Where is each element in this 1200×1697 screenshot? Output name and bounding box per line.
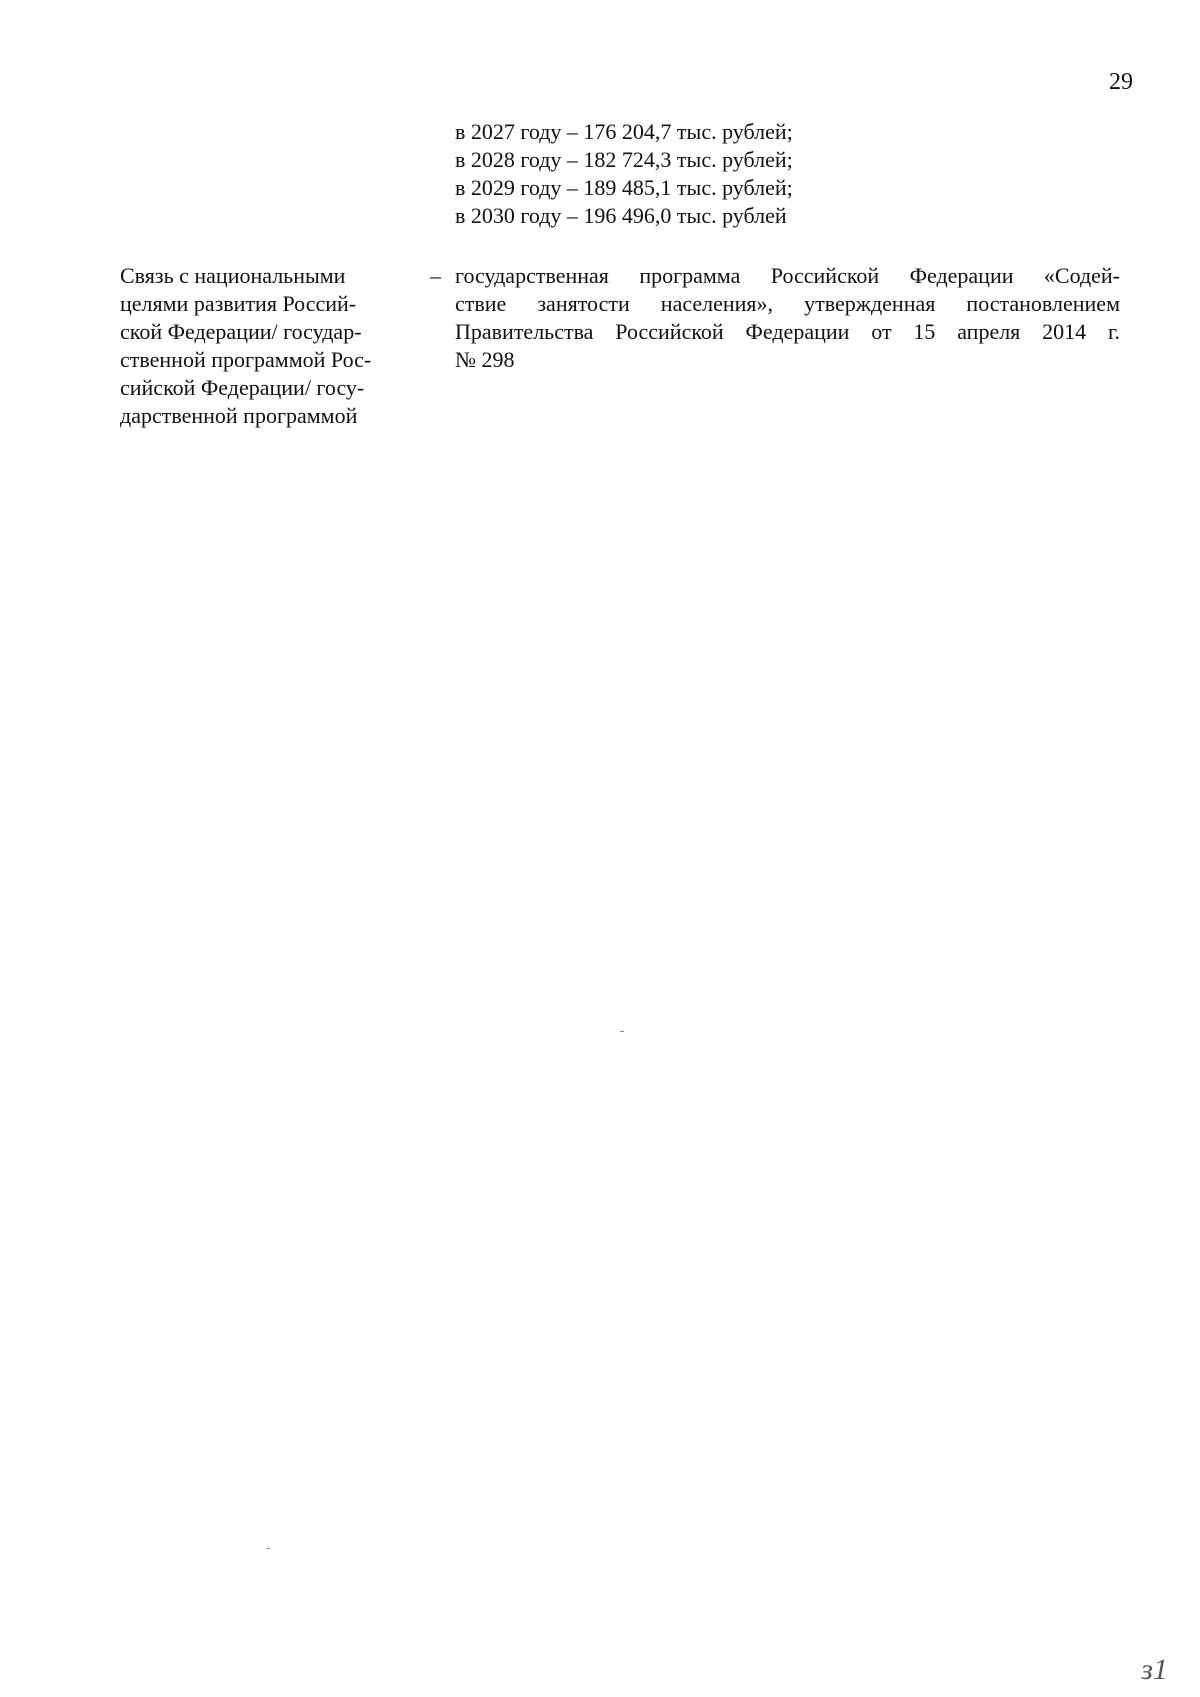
funding-line-2029: в 2029 году – 189 485,1 тыс. рублей;: [455, 175, 793, 200]
value-line: государственная программа Российской Федерации «Содей-: [455, 263, 1120, 288]
section-value: [455, 262, 1120, 374]
label-line: сийской Федерации/ госу-: [120, 375, 365, 400]
scan-speck: [267, 1548, 270, 1549]
label-line: ской Федерации/ государ-: [120, 319, 362, 344]
funding-list: [455, 118, 1055, 230]
section-label: [120, 262, 410, 430]
funding-line-2030: в 2030 году – 196 496,0 тыс. рублей: [455, 203, 787, 228]
funding-line-2028: в 2028 году – 182 724,3 тыс. рублей;: [455, 147, 793, 172]
separator-dash: –: [430, 263, 441, 288]
scan-speck: [620, 1031, 624, 1032]
label-line: целями развития Россий-: [120, 291, 357, 316]
label-line: ственной программой Рос-: [120, 347, 372, 372]
handwritten-mark: ɜ1: [1141, 1653, 1168, 1686]
value-line: Правительства Российской Федерации от 15 апреля 2014 г.: [455, 319, 1120, 344]
funding-line-2027: в 2027 году – 176 204,7 тыс. рублей;: [455, 119, 793, 144]
label-line: дарственной программой: [120, 403, 358, 428]
label-line: Связь с национальными: [120, 263, 346, 288]
value-line: № 298: [455, 347, 515, 372]
value-line: ствие занятости населения», утвержденная постановлением: [455, 291, 1120, 316]
page-number: 29: [1109, 69, 1133, 95]
